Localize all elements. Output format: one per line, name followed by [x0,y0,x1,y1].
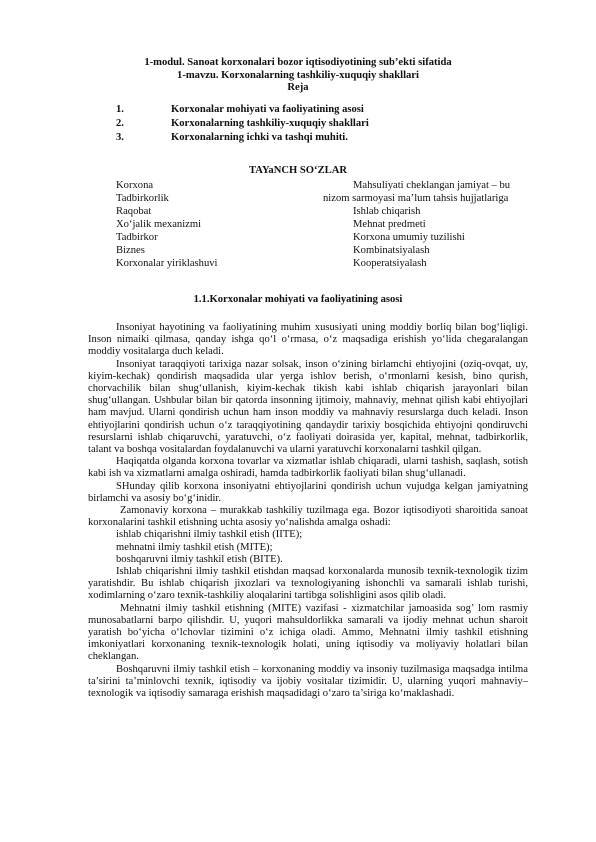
paragraph: SHunday qilib korxona insoniyatni ehtiyojlarini qondirish uchun vujudga kelgan jamiyatning birlamchi va asosiy bo‘g‘inidir. [88,480,528,504]
plan-item [116,104,536,118]
keyword-right: Korxona umumiy tuzilishi [353,232,465,243]
list-item: boshqaruvni ilmiy tashkil etish (BITE). [116,553,283,565]
list-item: mehnatni ilmiy tashkil etish (MITE); [116,541,273,553]
keyword-row [116,258,536,271]
keyword-row [116,232,536,245]
paragraph: Zamonaviy korxona – murakkab tashkiliy tuzilmaga ega. Bozor iqtisodiyoti sharoitida sanoat korxonalarini tashkil etishning uchta asosiy yo‘nalishda amalga oshadi: [88,505,528,529]
keyword-row [116,206,536,219]
keyword-left: Korxonalar yiriklashuvi [116,258,218,269]
keyword-left: Xo‘jalik mexanizmi [116,219,202,230]
plan-item [116,118,536,132]
paragraph: Insoniyat taraqqiyoti tarixiga nazar solsak, inson o‘zining birlamchi ehtiyojini (oziq-ovqat, uy, kiyim-kechak) qondirish maqsadida ular yerga ishlov berish, o‘rmonlarni kesish, bino qurish, chorvachilik bilan shug‘ullanish, kiyim-kechak tikish kabi ishlab chiqarish jarayonlari bilan shug‘ullangan. Ushbular bilan bir qatorda insonning ijtimoiy, mahnaviy, mehnat qilish kabi ehtiyojlari ham mavjud. Ularni qondirish uchun ham inson moddiy va mahnaviy resurslarga duch keladi. Inson ehtiyojlarini qondirish uchun o‘z taraqqiyotining qandaydir tarixiy bosqichida ehtiyojni qondiruvchi resurslarni ishlab chiqaruvchi, yaratuvchi, o‘z faoliyati doirasida yer, kapital, mehnat, tadbirkorlik, talant va boshqa vositalardan foydalanuvchi va ularni yaratuvchi korxonalarni tashkil qilgan. [88,358,528,456]
keyword-row [116,245,536,258]
keywords-heading: TAYaNCH SO‘ZLAR [248,165,347,176]
plan-item-number: 1. [116,104,124,115]
plan-item-text: Korxonalarning tashkiliy-xuquqiy shakllari [171,118,369,129]
paragraph: Boshqaruvni ilmiy tashkil etish – korxonaning moddiy va insoniy tuzilmasiga maqsadga intilma ta’sirini ta’minlovchi texnik, iqtisodiy va ijobiy vositalar tizimidir. U, ularning yuqori mahnaviy–texnologik va iqtisodiy samaraga erishish maqsadidagi o‘zaro ta’siriga ko‘maklashadi. [88,663,528,700]
plan-item-text: Korxonalar mohiyati va faoliyatining asosi [171,104,364,115]
plan-item-text: Korxonalarning ichki va tashqi muhiti. [171,132,348,143]
module-title: 1-modul. Sanoat korxonalari bozor iqtisodiyotining sub’ekti sifatida [144,57,452,68]
plan-heading: Reja [287,82,309,93]
plan-list [116,104,536,146]
paragraph: Ishlab chiqarishni ilmiy tashkil etishdan maqsad korxonalarda munosib texnik-texnologik tizim yaratishdir. Bu ishlab chiqarish jixozlari va texnologiyaning ishonchli va samarali ishlab turishi, xodimlarning o‘zaro texnik-tashkiliy aloqalarini tartibga solishligini asos qilib oladi. [88,566,528,602]
keywords-table [116,180,536,271]
paragraph: Mehnatni ilmiy tashkil etishning (MITE) vazifasi - xizmatchilar jamoasida sog’ lom rasmiy munosabatlarni barpo qilishdir. U, yuqori mahsuldorlikka samarali va ijodiy mehnat uchun sharoit yaratish bo‘yicha o‘lchovlar tizimini o‘z ichiga oladi. Ammo, Mehnatni ilmiy tashkil etishning imkoniyatlari korxonaning texnik-texnologik holati, uning iqtisodiy va moliyaviy holatlari bilan cheklangan. [88,602,528,663]
topic-title: 1-mavzu. Korxonalarning tashkiliy-xuquqiy shakllari [177,70,419,81]
keyword-left: Korxona [116,180,154,191]
keyword-right: Mahsuliyati cheklangan jamiyat – bu [353,180,511,191]
keyword-row [116,219,536,232]
keyword-right: nizom sarmoyasi ma’lum tahsis hujjatlariga [323,193,509,204]
paragraph: Haqiqatda olganda korxona tovarlar va xizmatlar ishlab chiqaradi, ularni tashish, saqlash, sotish kabi ish va xizmatlarni amalga oshiradi, hamda tadbirkorlik faoliyati bilan shug‘ullanadi. [88,456,528,480]
plan-item-number: 3. [116,132,124,143]
paragraph: Insoniyat hayotining va faoliyatining muhim xususiyati uning moddiy borliq bilan bog‘liqligi. Inson nimaiki qilmasa, qanday ishga qo‘l o‘rmasa, o‘z maqsadiga erishish yo‘lida chegaralangan moddiy vositalarga duch keladi. [88,322,528,358]
list-item: ishlab chiqarishni ilmiy tashkil etish (IITE); [116,529,303,541]
keyword-left: Raqobat [116,206,152,217]
keyword-right: Kooperatsiyalash [353,258,427,269]
keyword-right: Kombinatsiyalash [353,245,430,256]
keyword-right: Mehnat predmeti [353,219,426,230]
keyword-right: Ishlab chiqarish [353,206,421,217]
keyword-left: Tadbirkor [116,232,158,243]
plan-item-number: 2. [116,118,124,129]
keyword-row [116,180,536,193]
body-text [88,322,528,700]
keyword-row [116,193,536,206]
plan-item [116,132,536,146]
section-title: 1.1.Korxonalar mohiyati va faoliyatining asosi [193,294,403,305]
keyword-left: Tadbirkorlik [116,193,169,204]
keyword-left: Biznes [116,245,145,256]
